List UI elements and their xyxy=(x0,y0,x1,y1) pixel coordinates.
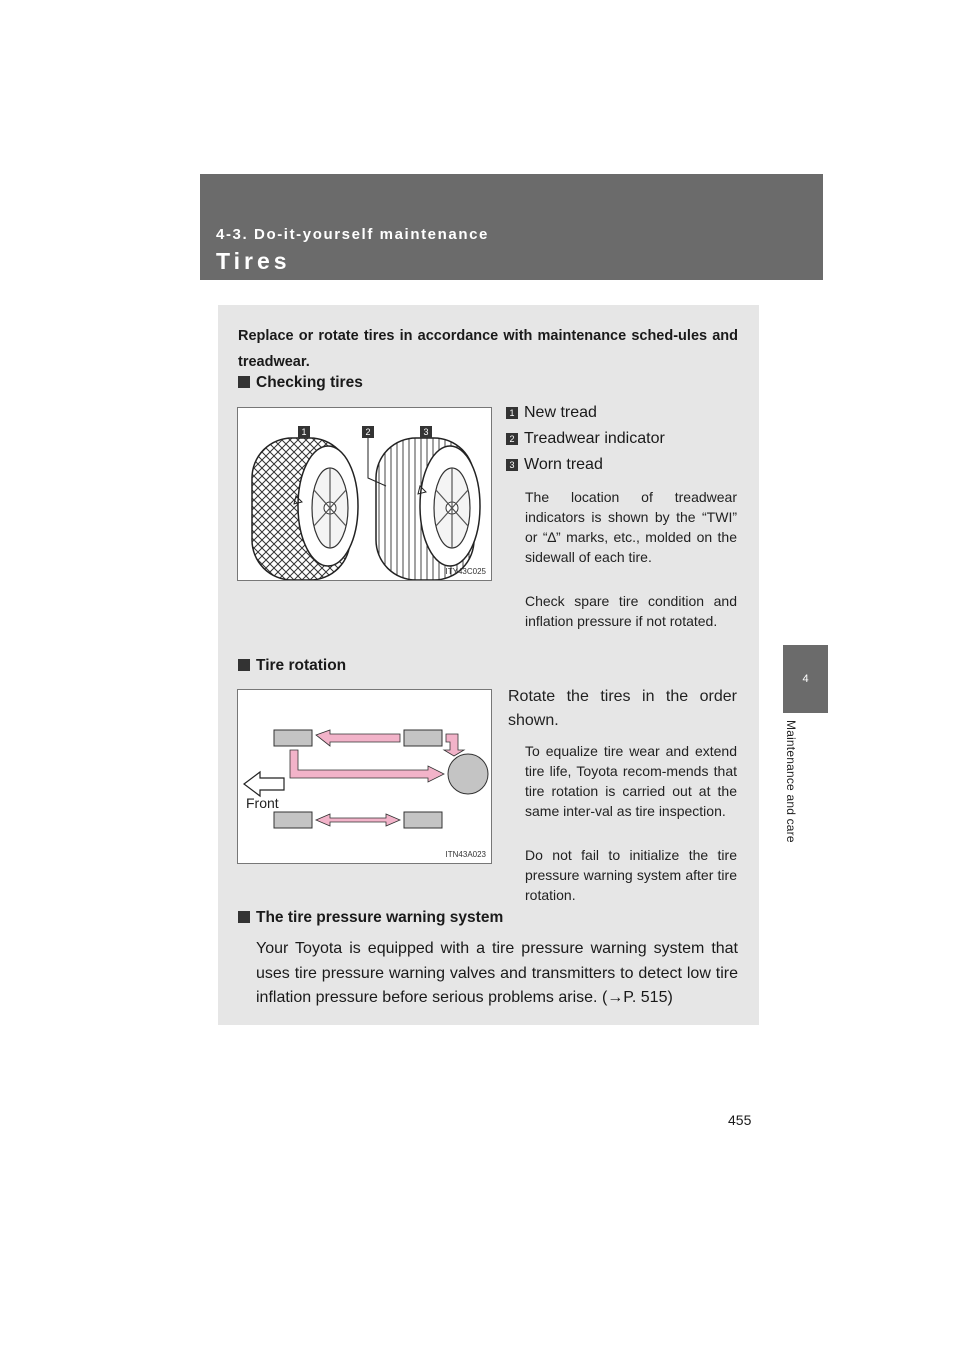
callout-worn-tread: 3 Worn tread xyxy=(506,455,746,481)
front-arrow-icon xyxy=(244,772,284,796)
tpws-body: Your Toyota is equipped with a tire pressure warning system that uses tire pressure warning valves and transmitters to detect low tire inflation pressure before serious problems arise. (→P. 515) xyxy=(256,940,738,1006)
square-bullet-icon xyxy=(238,911,250,923)
tpws-heading: The tire pressure warning system xyxy=(238,909,503,927)
rotation-instruction: Rotate the tires in the order shown. xyxy=(508,688,737,729)
callout-new-tread: 1 New tread xyxy=(506,403,746,429)
square-bullet-icon xyxy=(238,659,250,671)
intro-text: Replace or rotate tires in accordance with maintenance sched-ules and treadwear. xyxy=(238,328,738,370)
rotation-note: To equalize tire wear and extend tire life, Toyota recom-mends that tire rotation is carried out at the same inter-val as tire inspection. xyxy=(525,743,737,819)
marker-1 xyxy=(298,426,310,438)
tread-callouts xyxy=(506,403,746,481)
new-tread-tire xyxy=(252,438,358,580)
callout-treadwear-indicator: 2 Treadwear indicator xyxy=(506,429,746,455)
tread-illustration xyxy=(238,408,491,580)
svg-text:2: 2 xyxy=(365,427,371,437)
checking-tires-heading: Checking tires xyxy=(238,374,363,392)
tread-figure xyxy=(237,407,492,581)
svg-text:1: 1 xyxy=(301,427,307,437)
section-label: 4-3. Do-it-yourself maintenance xyxy=(216,226,489,243)
chapter-tab[interactable]: 4 xyxy=(783,645,828,713)
chapter-header xyxy=(200,174,823,280)
square-bullet-icon xyxy=(238,376,250,388)
page-title: Tires xyxy=(216,248,291,274)
marker-3 xyxy=(420,426,432,438)
front-label: Front xyxy=(246,795,279,811)
content-panel xyxy=(218,305,759,1025)
figure-code: ITY43C025 xyxy=(445,567,486,576)
chapter-tab-label: Maintenance and care xyxy=(784,720,798,843)
tpws-initialize-note: Do not fail to initialize the tire pressure warning system after tire rotation. xyxy=(525,847,737,903)
worn-tread-tire xyxy=(376,438,480,580)
svg-text:3: 3 xyxy=(423,427,429,437)
figure-code: ITN43A023 xyxy=(445,850,486,859)
rotation-diagram xyxy=(238,690,491,863)
twi-note: The location of treadwear indicators is shown by the “TWI” or “∆” marks, etc., molded on the sidewall of each tire. xyxy=(525,489,737,565)
rotation-figure xyxy=(237,689,492,864)
tire-rotation-heading: Tire rotation xyxy=(238,657,346,675)
spare-tire-note: Check spare tire condition and inflation pressure if not rotated. xyxy=(525,593,737,629)
page-number: 455 xyxy=(728,1112,752,1128)
